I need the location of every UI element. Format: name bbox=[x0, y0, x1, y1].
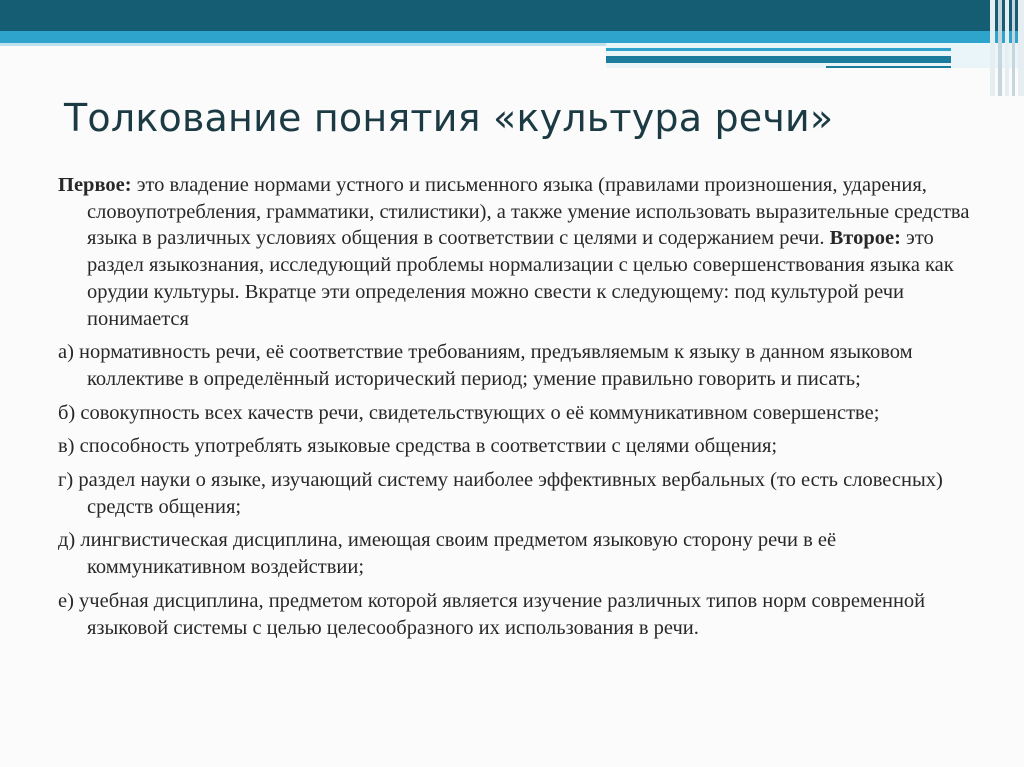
decor-vertical-stripe bbox=[990, 0, 995, 96]
list-item-e: е) учебная дисциплина, предметом которой является изучение различных типов норм современной языковой системы с целью целесообразного их использования в речи. bbox=[58, 589, 926, 639]
decor-vertical-stripe bbox=[998, 0, 1002, 96]
slide-title: Толкование понятия «культура речи» bbox=[64, 96, 834, 140]
first-definition: это владение нормами устного и письменного языка (правилами произношения, ударения, словоупотребления, грамматики, стилистики), а также умение использовать выразительные средства языка в различных условиях общения в соответствии с целями и содержанием речи. bbox=[87, 174, 970, 250]
decor-vertical-stripe bbox=[1018, 0, 1024, 96]
list-item-b: б) совокупность всех качеств речи, свидетельствующих о её коммуникативном совершенстве; bbox=[58, 401, 880, 424]
decor-vertical-stripe bbox=[1005, 0, 1009, 96]
header-bar-blue bbox=[0, 31, 1024, 43]
list-item-a: а) нормативность речи, её соответствие требованиям, предъявляемым к языку в данном языковом коллективе в определённый исторический период; умение правильно говорить и писать; bbox=[58, 341, 913, 390]
second-definition: это раздел языкознания, исследующий проблемы нормализации с целью совершенствования языка как орудии культуры. Вкратце эти определения можно свести к следующему: под культурой речи понимается bbox=[87, 227, 954, 330]
slide-body bbox=[58, 172, 993, 648]
second-label: Второе: bbox=[829, 227, 901, 250]
decor-vertical-stripe bbox=[1012, 0, 1015, 96]
list-item-d: д) лингвистическая дисциплина, имеющая своим предметом языковую сторону речи в её коммуникативном воздействии; bbox=[58, 529, 837, 579]
list-item-v: в) способность употреблять языковые средства в соответствии с целями общения; bbox=[58, 435, 778, 458]
first-label: Первое: bbox=[58, 174, 132, 196]
header-accent-line bbox=[826, 66, 951, 68]
header-accent-line bbox=[606, 56, 951, 63]
header-bar-dark bbox=[0, 0, 1024, 31]
header-bar-light bbox=[0, 43, 606, 46]
intro-paragraph bbox=[58, 172, 993, 332]
list-item-g: г) раздел науки о языке, изучающий систему наиболее эффективных вербальных (то есть словесных) средств общения; bbox=[58, 469, 943, 518]
header-accent-line bbox=[606, 48, 951, 51]
